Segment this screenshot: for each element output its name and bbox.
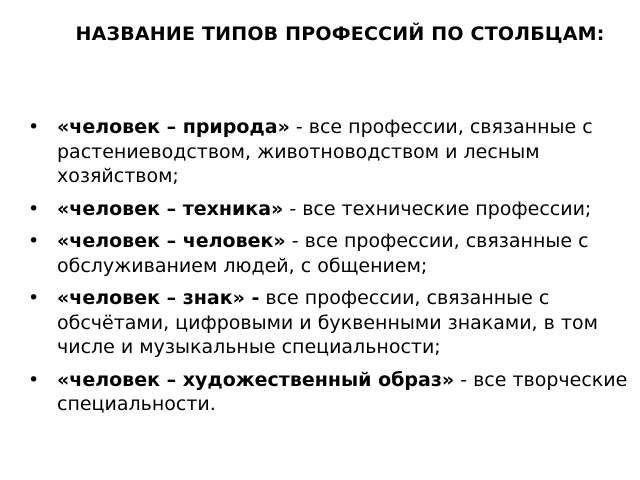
item-description: - все творческие специальности.	[57, 368, 628, 415]
slide-title: НАЗВАНИЕ ТИПОВ ПРОФЕССИЙ ПО СТОЛБЦАМ:	[75, 23, 605, 45]
list-item-human	[28, 229, 628, 278]
item-description: все профессии, связанные с обсчётами, цифровыми и буквенными знаками, в том числе и музыкальные специальности;	[57, 287, 598, 358]
bullet-icon: •	[28, 116, 40, 138]
list-item-technology	[28, 197, 628, 222]
profession-types-list	[28, 115, 628, 425]
list-item-nature	[28, 115, 628, 189]
list-item-sign	[28, 286, 628, 360]
item-term: «человек – человек»	[57, 230, 286, 252]
item-description: - все технические профессии;	[283, 197, 592, 220]
bullet-icon: •	[28, 368, 40, 391]
item-term: «человек – знак» -	[57, 287, 260, 309]
item-description: - все профессии, связанные с обслуживанием людей, с общением;	[57, 230, 589, 277]
list-item-artistic-image	[28, 368, 628, 417]
bullet-icon: •	[28, 230, 40, 252]
item-description: - все профессии, связанные с растениеводством, животноводством и лесным хозяйством;	[57, 116, 593, 187]
item-term: «человек – техника»	[57, 197, 284, 220]
item-term: «человек – природа»	[57, 116, 290, 138]
item-term: «человек – художественный образ»	[57, 368, 455, 391]
bullet-icon: •	[28, 197, 40, 220]
bullet-icon: •	[28, 287, 40, 309]
